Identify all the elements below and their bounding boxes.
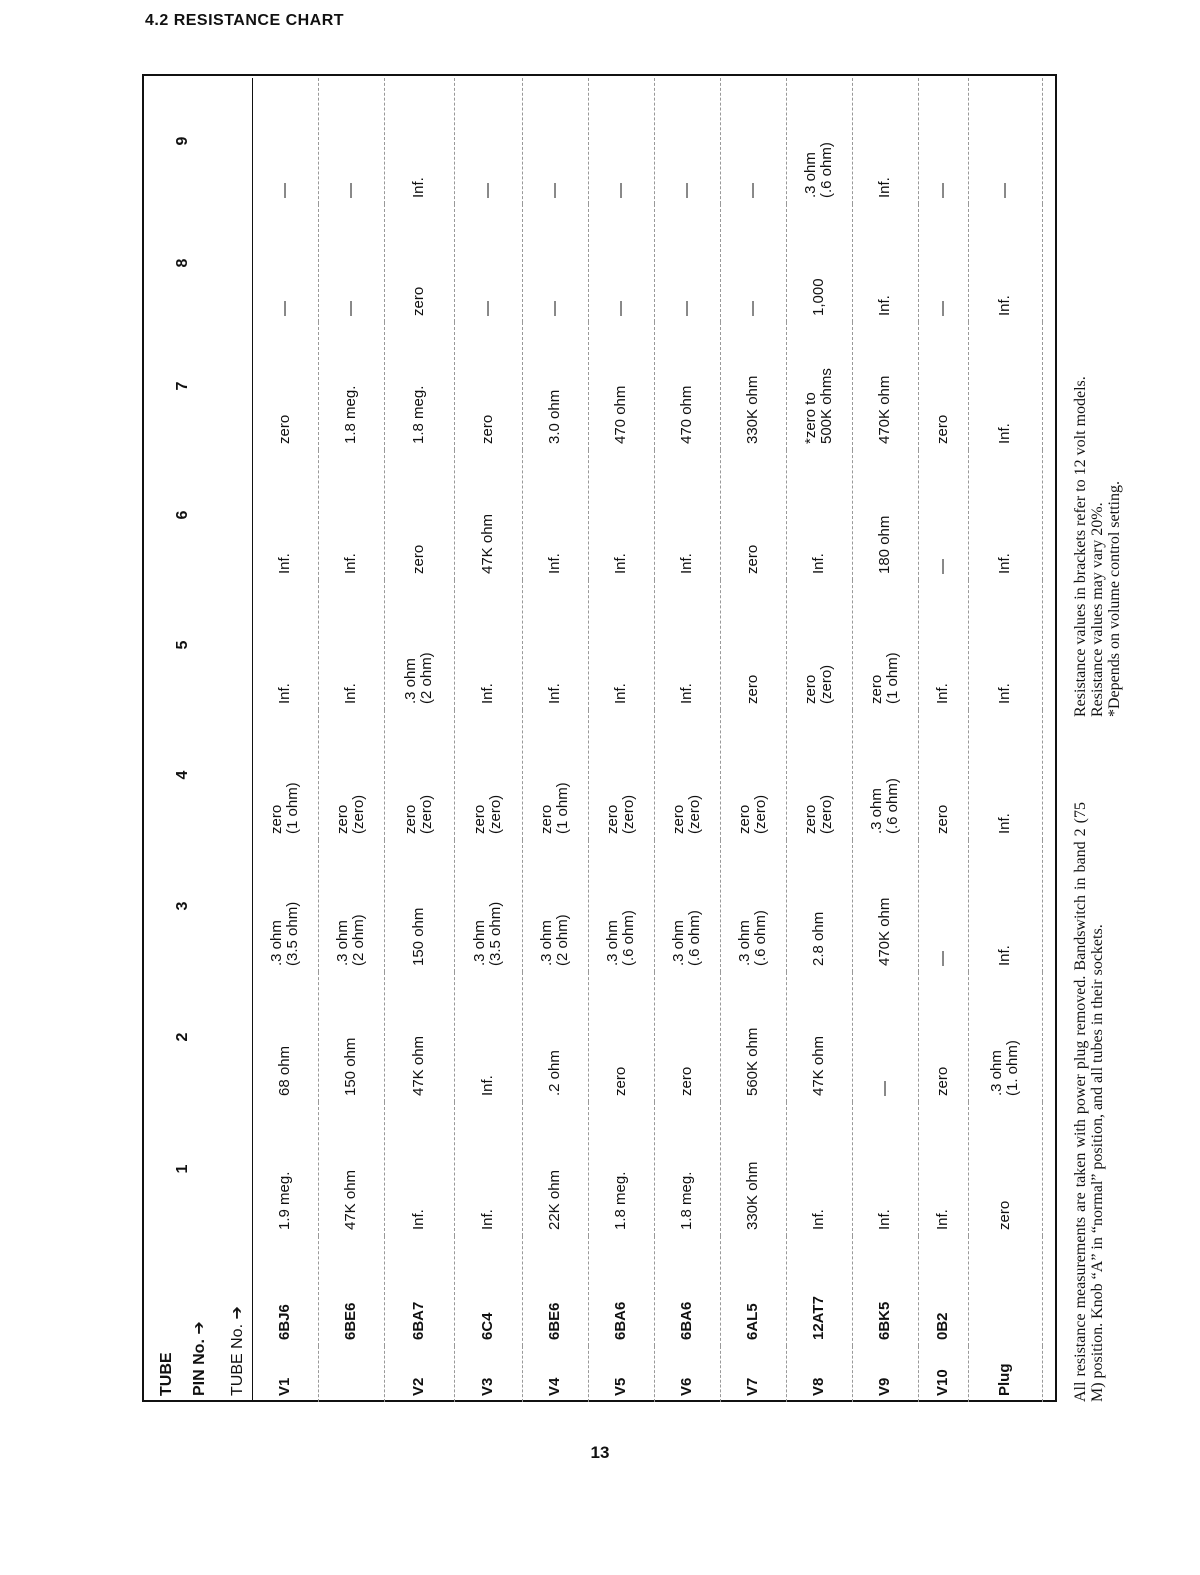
pin-9-value: —	[588, 78, 654, 204]
pin-8-value: —	[588, 204, 654, 322]
pin-3-value: .3 ohm (3.5 ohm)	[454, 840, 522, 972]
tube-type-cell: 6BA7	[384, 1236, 454, 1346]
pin-6-value: Inf.	[786, 450, 852, 580]
pin-4-value: zero	[918, 710, 968, 840]
table-row	[720, 78, 786, 1402]
pin-9-value: Inf.	[852, 78, 918, 204]
tube-header: TUBE No. ➔	[224, 78, 252, 1402]
tube-type-cell: 6AL5	[720, 1236, 786, 1346]
pin-1-value: Inf.	[384, 1102, 454, 1236]
pin-9-value: Inf.	[384, 78, 454, 204]
tube-id-cell	[318, 1346, 384, 1402]
pin-header-4: 4	[174, 770, 191, 780]
pin-4-value: zero (zero)	[654, 710, 720, 840]
tube-id-cell: V8	[786, 1346, 852, 1402]
pin-8-value: —	[318, 204, 384, 322]
pin-3-value: 470K ohm	[852, 840, 918, 972]
table-row	[918, 78, 968, 1402]
tube-type-cell: 6BA6	[588, 1236, 654, 1346]
pin-5-value: zero (zero)	[786, 580, 852, 710]
value-notes	[1072, 77, 1123, 717]
pin-4-value: zero (zero)	[384, 710, 454, 840]
table-row	[454, 78, 522, 1402]
tube-type-cell: 6BK5	[852, 1236, 918, 1346]
table-row	[852, 78, 918, 1402]
pin-9-value: —	[654, 78, 720, 204]
pin-header-9: 9	[174, 136, 191, 146]
tube-id-cell: Plug	[968, 1346, 1042, 1402]
tube-type-cell: 6BJ6	[252, 1236, 318, 1346]
tube-id-cell: V2	[384, 1346, 454, 1402]
tube-id-cell: V10	[918, 1346, 968, 1402]
table-row	[318, 78, 384, 1402]
pin-1-value: 47K ohm	[318, 1102, 384, 1236]
tube-type-cell: 6BE6	[522, 1236, 588, 1346]
note-brackets: Resistance values in brackets refer to 12 volt models.	[1072, 376, 1089, 717]
pin-6-value: Inf.	[654, 450, 720, 580]
pin-1-value: zero	[968, 1102, 1042, 1236]
tube-id-cell: V5	[588, 1346, 654, 1402]
pin-3-value: .3 ohm (.6 ohm)	[654, 840, 720, 972]
tube-type-cell: 0B2	[918, 1236, 968, 1346]
pin-3-value: —	[918, 840, 968, 972]
pin-4-value: zero (1 ohm)	[522, 710, 588, 840]
tube-header-row	[224, 78, 252, 1402]
pin-8-value: 1,000	[786, 204, 852, 322]
pin-2-value: zero	[654, 972, 720, 1102]
pin-4-value: Inf.	[968, 710, 1042, 840]
pin-5-value: Inf.	[252, 580, 318, 710]
pin-7-value: zero	[252, 322, 318, 450]
page-heading: 4.2 RESISTANCE CHART	[145, 12, 345, 29]
pin-9-value: .3 ohm (.6 ohm)	[786, 78, 852, 204]
pin-9-value: —	[968, 78, 1042, 204]
pin-3-value: .3 ohm (2 ohm)	[318, 840, 384, 972]
pin-header-8: 8	[174, 258, 191, 268]
table-row	[654, 78, 720, 1402]
pin-8-value: —	[918, 204, 968, 322]
pin-6-value: 180 ohm	[852, 450, 918, 580]
tube-id-cell: V4	[522, 1346, 588, 1402]
pin-header-3: 3	[174, 901, 191, 911]
pin-7-value: 470K ohm	[852, 322, 918, 450]
pin-6-value: Inf.	[968, 450, 1042, 580]
pin-2-value: 560K ohm	[720, 972, 786, 1102]
table-row	[968, 78, 1042, 1402]
measurement-notes: All resistance measurements are taken with power plug removed. Bandswitch in band 2 (75 M) position. Knob “A” in “normal” position, and all tubes in their sockets.	[1072, 802, 1106, 1402]
pin-9-value: —	[454, 78, 522, 204]
tube-id-cell: V6	[654, 1346, 720, 1402]
pin-4-value: zero (zero)	[588, 710, 654, 840]
pin-5-value: Inf.	[588, 580, 654, 710]
pin-4-value: zero (zero)	[454, 710, 522, 840]
pin-5-value: Inf.	[522, 580, 588, 710]
pin-header-5: 5	[174, 640, 191, 650]
pin-7-value: zero	[454, 322, 522, 450]
resistance-table	[142, 78, 1043, 1402]
pin-3-value: .3 ohm (3.5 ohm)	[252, 840, 318, 972]
pin-header-line1: TUBE	[158, 1352, 175, 1396]
pin-9-value: —	[522, 78, 588, 204]
tube-type-cell	[968, 1236, 1042, 1346]
pin-7-value: 330K ohm	[720, 322, 786, 450]
pin-header-cell	[142, 1236, 224, 1402]
pin-9-value: —	[252, 78, 318, 204]
pin-9-value: —	[318, 78, 384, 204]
pin-4-value: zero (zero)	[318, 710, 384, 840]
pin-1-value: 1.8 meg.	[588, 1102, 654, 1236]
pin-3-value: .3 ohm (.6 ohm)	[720, 840, 786, 972]
tube-id-cell: V1	[252, 1346, 318, 1402]
pin-5-value: .3 ohm (2 ohm)	[384, 580, 454, 710]
pin-5-value: Inf.	[454, 580, 522, 710]
pin-6-value: zero	[384, 450, 454, 580]
note-volume: *Depends on volume control setting.	[1106, 481, 1123, 717]
table-body	[252, 78, 1042, 1402]
pin-header-row	[142, 78, 224, 1402]
pin-1-value: Inf.	[786, 1102, 852, 1236]
table-row	[522, 78, 588, 1402]
pin-2-value: zero	[588, 972, 654, 1102]
pin-7-value: 470 ohm	[654, 322, 720, 450]
pin-7-value: Inf.	[968, 322, 1042, 450]
pin-1-value: Inf.	[454, 1102, 522, 1236]
tube-type-cell: 12AT7	[786, 1236, 852, 1346]
pin-2-value: .3 ohm (1. ohm)	[968, 972, 1042, 1102]
pin-8-value: zero	[384, 204, 454, 322]
pin-8-value: Inf.	[852, 204, 918, 322]
pin-2-value: zero	[918, 972, 968, 1102]
pin-header-2: 2	[174, 1032, 191, 1042]
pin-header-line2: PIN No. ➔	[191, 1321, 208, 1396]
pin-6-value: zero	[720, 450, 786, 580]
pin-9-value: —	[720, 78, 786, 204]
pin-1-value: Inf.	[918, 1102, 968, 1236]
pin-7-value: zero	[918, 322, 968, 450]
pin-8-value: Inf.	[968, 204, 1042, 322]
pin-8-value: —	[654, 204, 720, 322]
table-row	[252, 78, 318, 1402]
pin-4-value: zero (zero)	[786, 710, 852, 840]
pin-4-value: .3 ohm (.6 ohm)	[852, 710, 918, 840]
pin-3-value: .3 ohm (.6 ohm)	[588, 840, 654, 972]
pin-7-value: 1.8 meg.	[318, 322, 384, 450]
pin-header-6: 6	[174, 510, 191, 520]
tube-id-cell: V7	[720, 1346, 786, 1402]
pin-4-value: zero (zero)	[720, 710, 786, 840]
tube-type-cell: 6BA6	[654, 1236, 720, 1346]
rotated-landscape-chart	[142, 74, 1123, 1402]
pin-2-value: 47K ohm	[786, 972, 852, 1102]
pin-2-value: —	[852, 972, 918, 1102]
pin-4-value: zero (1 ohm)	[252, 710, 318, 840]
pin-1-value: 330K ohm	[720, 1102, 786, 1236]
pin-5-value: zero (1 ohm)	[852, 580, 918, 710]
tube-type-cell: 6BE6	[318, 1236, 384, 1346]
pin-1-value: Inf.	[852, 1102, 918, 1236]
pin-8-value: —	[454, 204, 522, 322]
pin-9-value: —	[918, 78, 968, 204]
pin-6-value: 47K ohm	[454, 450, 522, 580]
table-row	[588, 78, 654, 1402]
pin-6-value: Inf.	[252, 450, 318, 580]
tube-id-cell: V3	[454, 1346, 522, 1402]
pin-1-value: 1.8 meg.	[654, 1102, 720, 1236]
pin-7-value: 470 ohm	[588, 322, 654, 450]
table-row	[786, 78, 852, 1402]
pin-7-value: 3.0 ohm	[522, 322, 588, 450]
pin-5-value: Inf.	[318, 580, 384, 710]
pin-3-value: .3 ohm (2 ohm)	[522, 840, 588, 972]
pin-6-value: Inf.	[588, 450, 654, 580]
pin-5-value: Inf.	[968, 580, 1042, 710]
pin-8-value: —	[522, 204, 588, 322]
pin-5-value: Inf.	[654, 580, 720, 710]
pin-6-value: Inf.	[318, 450, 384, 580]
pin-6-value: —	[918, 450, 968, 580]
page-number: 13	[590, 1443, 610, 1462]
tube-type-cell: 6C4	[454, 1236, 522, 1346]
pin-1-value: 1.9 meg.	[252, 1102, 318, 1236]
pin-3-value: 150 ohm	[384, 840, 454, 972]
table-row	[384, 78, 454, 1402]
pin-2-value: .2 ohm	[522, 972, 588, 1102]
pin-6-value: Inf.	[522, 450, 588, 580]
note-variance: Resistance values may vary 20%.	[1089, 502, 1106, 717]
pin-2-value: 68 ohm	[252, 972, 318, 1102]
pin-2-value: 47K ohm	[384, 972, 454, 1102]
pin-1-value: 22K ohm	[522, 1102, 588, 1236]
pin-7-value: 1.8 meg.	[384, 322, 454, 450]
pin-3-value: Inf.	[968, 840, 1042, 972]
pin-2-value: 150 ohm	[318, 972, 384, 1102]
pin-5-value: zero	[720, 580, 786, 710]
pin-8-value: —	[720, 204, 786, 322]
pin-3-value: 2.8 ohm	[786, 840, 852, 972]
pin-header-1: 1	[174, 1164, 191, 1174]
pin-5-value: Inf.	[918, 580, 968, 710]
pin-8-value: —	[252, 204, 318, 322]
pin-7-value: *zero to 500K ohms	[786, 322, 852, 450]
pin-header-7: 7	[174, 381, 191, 391]
pin-2-value: Inf.	[454, 972, 522, 1102]
tube-id-cell: V9	[852, 1346, 918, 1402]
